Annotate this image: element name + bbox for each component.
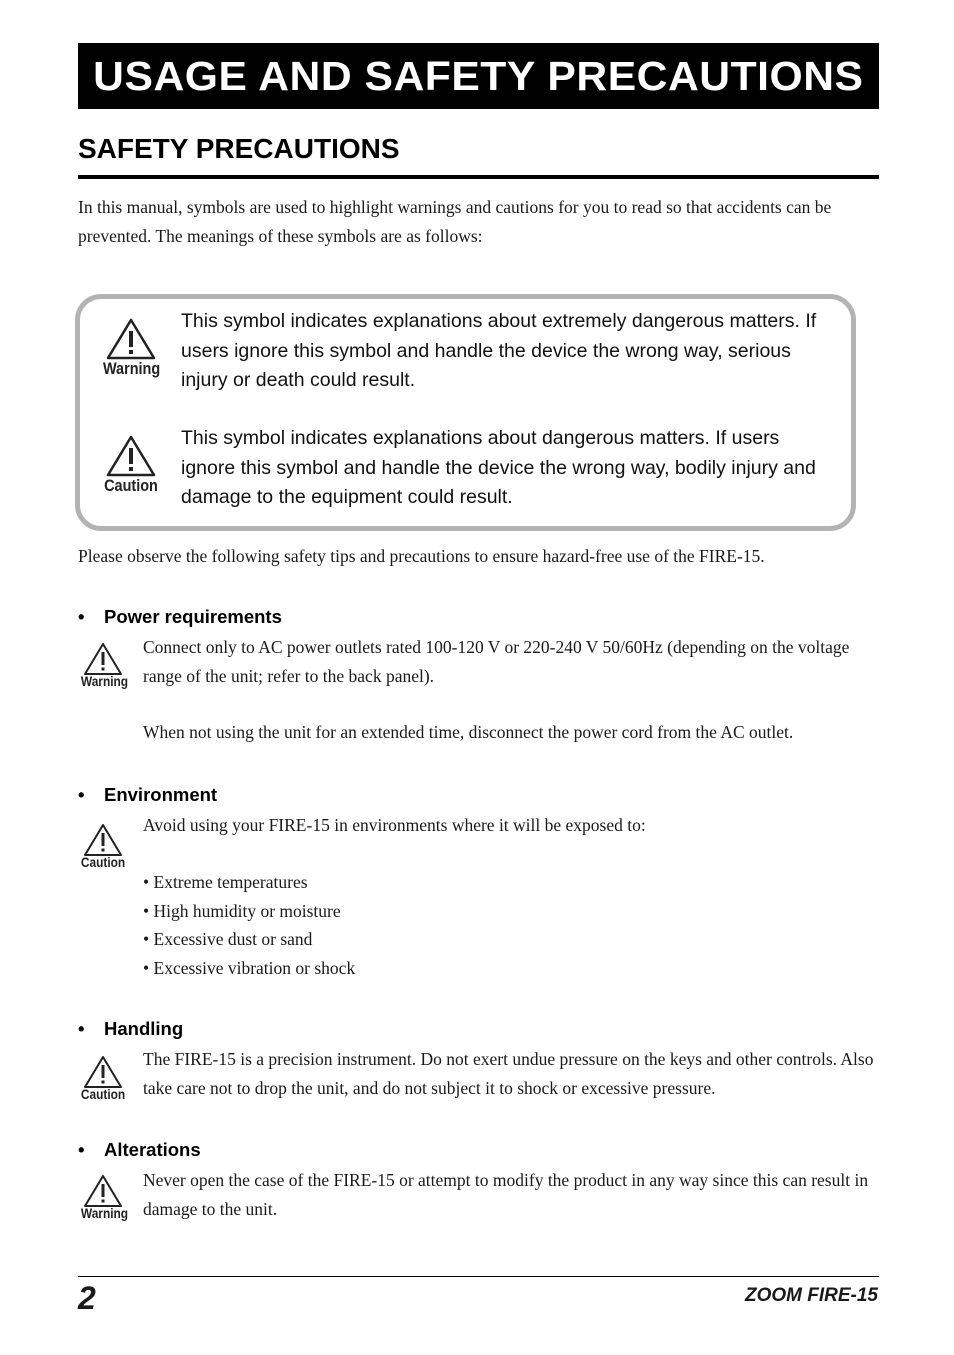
heading-environment <box>78 784 217 806</box>
warning-icon <box>77 1174 129 1221</box>
list-item: • Extreme temperatures <box>143 872 308 892</box>
warning-icon <box>98 317 164 379</box>
environment-text: Avoid using your FIRE-15 in environments where it will be exposed to: <box>143 815 646 835</box>
list-item: • Excessive dust or sand <box>143 929 313 949</box>
warning-description: This symbol indicates explanations about extremely dangerous matters. If users ignore this symbol and handle the device the wrong way, serious injury or death could result. <box>181 310 817 391</box>
bullet: • <box>78 784 85 805</box>
heading-power-requirements <box>78 606 282 628</box>
list-item: • Excessive vibration or shock <box>143 958 356 978</box>
footer-divider <box>78 1276 879 1277</box>
warning-label: Warning <box>80 673 129 689</box>
caution-icon <box>77 1055 129 1102</box>
caution-icon <box>77 823 129 870</box>
caution-description: This symbol indicates explanations about dangerous matters. If users ignore this symbol and handle the device the wrong way, bodily injury and damage to the equipment could result. <box>181 427 816 508</box>
heading-alterations <box>78 1139 201 1161</box>
observe-paragraph: Please observe the following safety tips and precautions to ensure hazard-free use of the FIRE-15. <box>78 546 765 566</box>
heading-label: Handling <box>104 1018 184 1039</box>
heading-label: Environment <box>104 784 218 805</box>
bullet: • <box>78 1018 85 1039</box>
alterations-text: Never open the case of the FIRE-15 or attempt to modify the product in any way since this can result in damage to the unit. <box>143 1170 869 1219</box>
handling-text: The FIRE-15 is a precision instrument. Do not exert undue pressure on the keys and other controls. Also take care not to drop the unit, and do not subject it to shock or excessive pressure. <box>143 1049 874 1098</box>
caution-label: Caution <box>80 854 126 870</box>
power-text: Connect only to AC power outlets rated 100-120 V or 220-240 V 50/60Hz (depending on the voltage range of the unit; refer to the back panel). <box>143 637 850 686</box>
power-text-2: When not using the unit for an extended time, disconnect the power cord from the AC outlet. <box>143 722 794 742</box>
page-number: 2 <box>78 1280 96 1316</box>
footer-model-name: ZOOM FIRE-15 <box>744 1285 878 1306</box>
warning-label: Warning <box>80 1205 129 1221</box>
page-title: USAGE AND SAFETY PRECAUTIONS <box>93 52 864 99</box>
bullet: • <box>78 1139 85 1160</box>
bullet: • <box>78 606 85 627</box>
section-divider <box>78 175 879 179</box>
page-title-bar <box>78 43 879 109</box>
caution-label: Caution <box>80 1086 126 1102</box>
heading-handling <box>78 1018 183 1040</box>
warning-icon <box>77 642 129 689</box>
warning-label: Warning <box>102 359 161 378</box>
heading-label: Alterations <box>104 1139 201 1160</box>
caution-label: Caution <box>104 476 158 495</box>
list-item: • High humidity or moisture <box>143 901 341 921</box>
symbol-legend-box <box>75 294 856 531</box>
heading-label: Power requirements <box>104 606 282 627</box>
caution-icon <box>98 434 164 496</box>
intro-paragraph: In this manual, symbols are used to highlight warnings and cautions for you to read so that accidents can be prevented. The meanings of these symbols are as follows: <box>78 197 832 246</box>
section-title: SAFETY PRECAUTIONS <box>78 133 400 164</box>
